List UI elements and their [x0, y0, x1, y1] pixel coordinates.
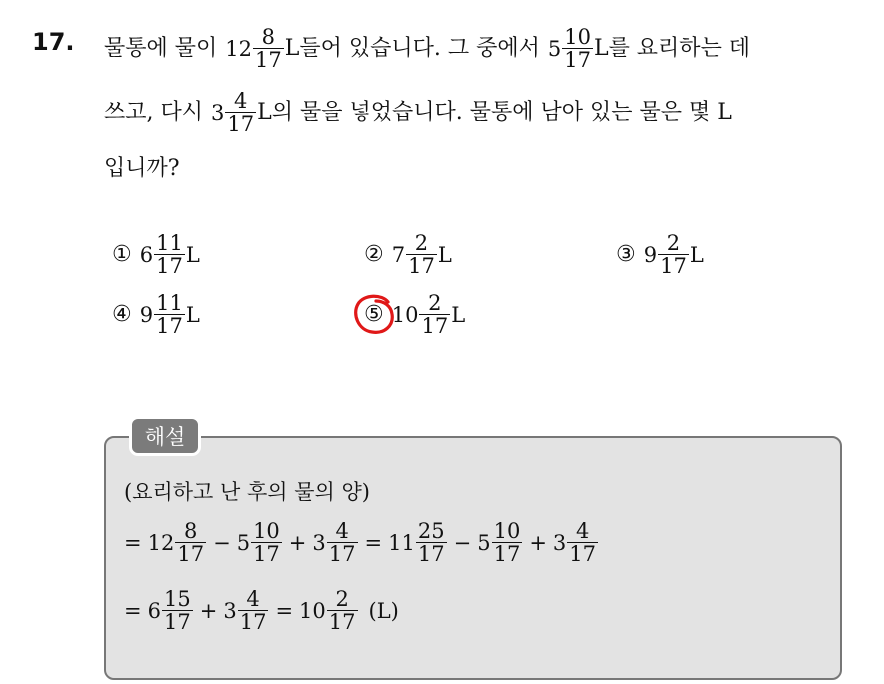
fraction: [406, 232, 437, 277]
denominator: 17: [156, 254, 183, 278]
equals-sign: =: [275, 598, 294, 623]
fraction: [562, 26, 593, 71]
question-text: 쓰고, 다시: [104, 99, 203, 125]
numerator: 25: [417, 519, 445, 543]
whole-part: 6: [147, 598, 161, 623]
denominator: 17: [156, 314, 183, 338]
question-number: 17.: [32, 28, 75, 56]
numerator: 4: [335, 519, 349, 543]
numerator: 10: [493, 519, 521, 543]
numerator: 10: [253, 519, 280, 543]
minus-sign: −: [453, 530, 472, 555]
plus-sign: +: [288, 530, 307, 555]
question-line-3: 입니까?: [104, 156, 180, 181]
equals-sign: =: [124, 530, 142, 555]
plus-sign: +: [529, 530, 547, 555]
denominator: 17: [569, 542, 597, 566]
whole-part: 6: [139, 242, 154, 267]
choice-mark: ②: [364, 242, 384, 267]
unit: L: [185, 302, 200, 327]
fraction: [658, 232, 689, 277]
unit: L: [185, 242, 200, 267]
unit: (L): [368, 598, 399, 623]
fraction: [492, 520, 523, 565]
whole-part: 12: [225, 36, 252, 61]
denominator: 17: [328, 542, 356, 566]
choice-2[interactable]: [364, 232, 452, 277]
question-text: L의 물을 넣었습니다. 물통에 남아 있는 물은 몇 L: [257, 99, 732, 125]
denominator: 17: [227, 112, 255, 136]
numerator: 2: [335, 587, 349, 611]
solution-line-2: [124, 520, 599, 565]
numerator: 11: [156, 291, 183, 315]
minus-sign: −: [213, 530, 231, 555]
question-line-1: [104, 26, 750, 71]
denominator: 17: [564, 48, 591, 72]
whole-part: 5: [547, 36, 562, 61]
question-text: 물통에 물이: [104, 35, 218, 61]
numerator: 10: [564, 25, 591, 49]
answer-circle-mark: [352, 292, 400, 338]
choice-mark: ③: [616, 242, 636, 267]
mixed-fraction: [211, 90, 257, 135]
choice-1[interactable]: [112, 232, 200, 277]
denominator: 17: [328, 610, 356, 634]
whole-part: 3: [312, 530, 326, 555]
whole-part: 10: [299, 598, 326, 623]
denominator: 17: [417, 542, 445, 566]
whole-part: 9: [139, 302, 154, 327]
solution-tag: 해설: [129, 416, 201, 456]
numerator: 15: [163, 587, 191, 611]
choice-mark: ⑤: [364, 302, 384, 327]
fraction: [416, 520, 447, 565]
plus-sign: +: [199, 598, 218, 623]
fraction: [162, 588, 193, 633]
fraction: [238, 588, 269, 633]
denominator: 17: [163, 610, 191, 634]
fraction: [327, 520, 358, 565]
equals-sign: =: [124, 598, 142, 623]
mixed-fraction: [225, 26, 284, 71]
question-text: L를 요리하는 데: [593, 35, 751, 61]
choice-mark: ④: [112, 302, 132, 327]
whole-part: 3: [552, 530, 567, 555]
denominator: 17: [421, 314, 449, 338]
denominator: 17: [493, 542, 521, 566]
denominator: 17: [239, 610, 267, 634]
fraction: [251, 520, 282, 565]
numerator: 4: [575, 519, 590, 543]
denominator: 17: [660, 254, 687, 278]
numerator: 2: [428, 291, 442, 315]
whole-part: 12: [147, 530, 175, 555]
numerator: 2: [666, 231, 681, 255]
fraction: [567, 520, 598, 565]
solution-line-3: [124, 588, 399, 633]
mixed-fraction: [548, 26, 594, 71]
numerator: 4: [246, 587, 260, 611]
fraction: [327, 588, 358, 633]
whole-part: 3: [223, 598, 237, 623]
whole-part: 3: [211, 100, 225, 125]
numerator: 2: [414, 231, 429, 255]
choice-mark: ①: [112, 242, 132, 267]
fraction: [154, 232, 185, 277]
whole-part: 11: [388, 530, 415, 555]
fraction: [253, 26, 284, 71]
numerator: 4: [234, 89, 248, 113]
whole-part: 7: [391, 242, 406, 267]
unit: L: [437, 242, 452, 267]
denominator: 17: [408, 254, 435, 278]
numerator: 11: [156, 231, 183, 255]
fraction: [154, 292, 185, 337]
numerator: 8: [261, 25, 276, 49]
unit: L: [451, 302, 466, 327]
whole-part: 5: [236, 530, 251, 555]
whole-part: 5: [477, 530, 491, 555]
question-line-2: [104, 90, 732, 135]
fraction: [225, 90, 256, 135]
fraction: [419, 292, 450, 337]
denominator: 17: [253, 542, 280, 566]
solution-line-1: (요리하고 난 후의 물의 양): [124, 480, 370, 504]
numerator: 8: [184, 519, 198, 543]
choice-4[interactable]: [112, 292, 200, 337]
fraction: [175, 520, 206, 565]
unit: L: [689, 242, 704, 267]
choice-3[interactable]: [616, 232, 704, 277]
whole-part: 9: [643, 242, 658, 267]
denominator: 17: [177, 542, 205, 566]
whole-part: 10: [391, 302, 419, 327]
question-text: L들어 있습니다. 그 중에서: [284, 35, 540, 61]
denominator: 17: [255, 48, 282, 72]
equals-sign: =: [364, 530, 383, 555]
